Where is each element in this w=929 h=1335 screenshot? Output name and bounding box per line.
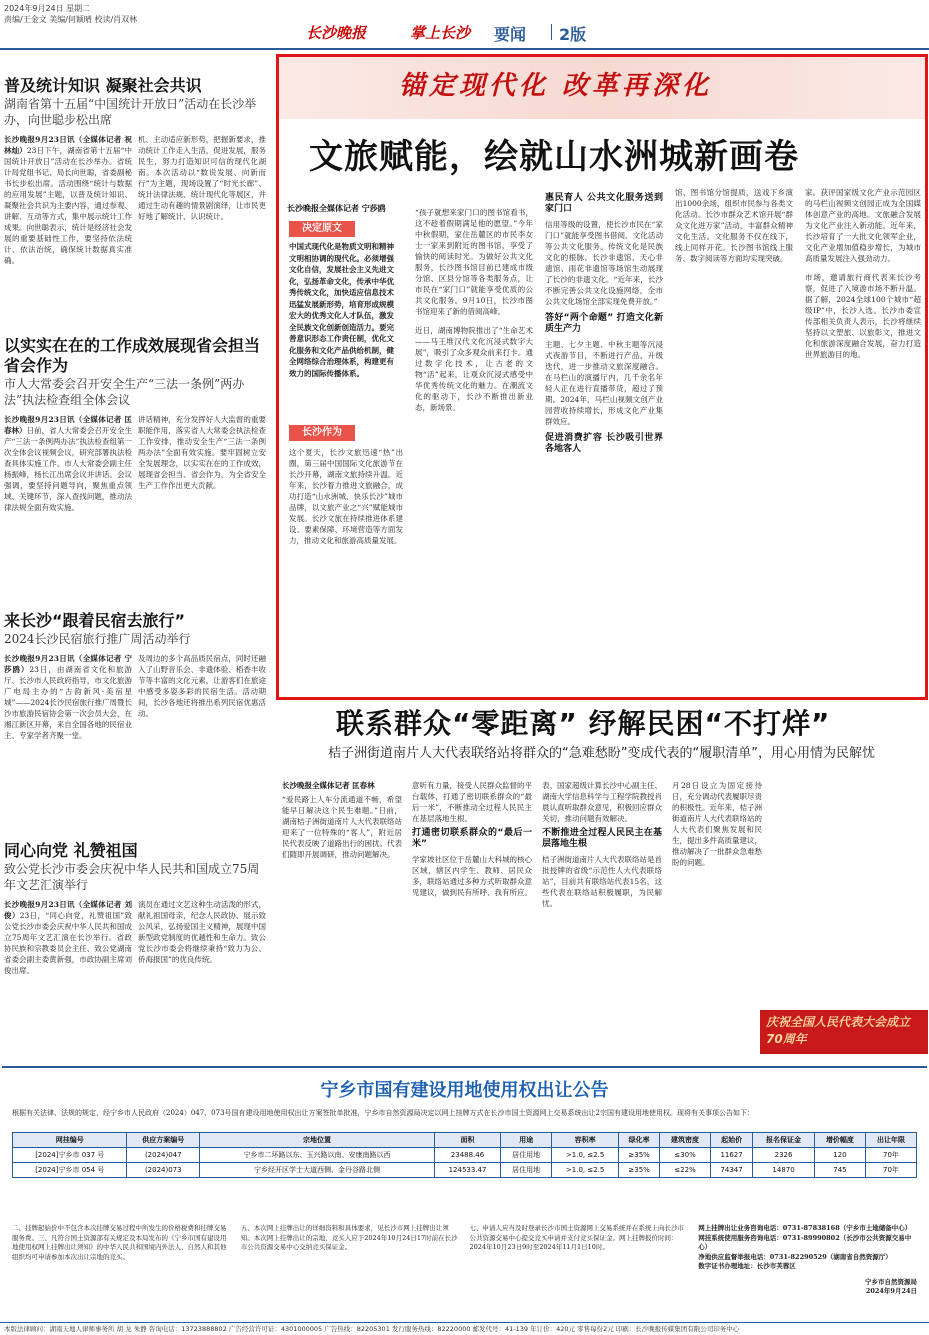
- masthead: [0, 0, 929, 52]
- middle-article-subtitle: 桔子洲街道南片人大代表联络站将群众的“急难愁盼”变成代表的“履职清单”，用心用情为民解忧: [328, 746, 875, 761]
- article-subtitle: 湖南省第十五届“中国统计开放日”活动在长沙举办，向世聪步松出席: [4, 97, 257, 127]
- feature-column-text: 市场，邀请旅行商代表来长沙考察，促进了入境游市场不断升温。据了解，2024全球100个城市“超级IP”中，长沙入选。长沙市委宣传部相关负责人表示，长沙将继续坚持以文塑旅、以旅彰文，推进文化和旅游深度融合发展，奋力打造世界旅游目的地。: [805, 273, 921, 359]
- article-byline: 长沙晚报9月23日讯（全媒体记者 刘俊）: [4, 900, 132, 920]
- table-cell: >1.0, ≤2.5: [552, 1163, 619, 1178]
- table-cell: (2024)047: [127, 1148, 200, 1163]
- notice-title: 宁乡市国有建设用地使用权出让公告: [320, 1080, 609, 1101]
- tag-changsha-action: 长沙作为: [289, 425, 355, 441]
- article-byline: 长沙晚报9月23日讯（全媒体记者 祝林灿）: [4, 135, 132, 155]
- table-cell: [2024]宁乡市 037 号: [13, 1148, 127, 1163]
- feature-column-text: 家。获评国家级文化产业示范园区的马栏山视频文创园正成为全国媒体创意产业的高地。文旅融合发展为文化产业注入新动能。近年来，长沙培育了一大批文化领军企业，文化产业增加值稳步增长，为城市高质量发展注入强劲动力。: [805, 188, 921, 263]
- article-byline: 长沙晚报9月23日讯（全媒体记者 宁莎鸥）: [4, 654, 132, 674]
- section-label: 要闻: [494, 25, 527, 44]
- middle-column-text: 学家坡社区位于岳麓山大科城的核心区域，辖区内学生、教师、居民众多，联络站通过多种方式听取群众意见建议，做到民有所呼、我有所应。: [412, 855, 532, 897]
- table-header-cell: 建筑密度: [660, 1133, 711, 1148]
- middle-column-2: [412, 780, 532, 1060]
- contact-line: 网上挂牌出让业务咨询电话：0731-87838168（宁乡市土地储备中心）: [698, 1224, 912, 1232]
- table-header-cell: 供应方案编号: [127, 1133, 200, 1148]
- article-body: 机、主动适应新形势，把握新要求，推动统计工作走入生活，促进发展，服务民生，努力打造知识可信的现代化湖南。本次活动以“数说发展、向新而行”为主题，现场设置了“时光长廊”、统计法律法规、统计现代化等展区，并通过生动有趣的情景剧演绎，让市民更好地了解统计、认识统计。: [138, 135, 266, 221]
- article-subtitle: 2024长沙民宿旅行推广周活动举行: [4, 632, 191, 646]
- table-header-cell: 绿化率: [619, 1133, 660, 1148]
- table-cell: 745: [814, 1163, 865, 1178]
- article-body: 23日，“同心向党，礼赞祖国”致公党长沙市委会庆祝中华人民共和国成立75周年文艺汇演在长沙举行。省政协民族和宗教委员会主任、致公党湖南省委会副主委黄新强，市政协副主席刘俊出席。: [4, 911, 133, 975]
- middle-article-byline: 长沙晚报全媒体记者 匡春林: [282, 781, 375, 790]
- article-body: 讲话精神，充分发挥好人大监督的重要职能作用，落实省人大常委会执法检查工作安排，推动安全生产“三法一条例两办法”全面有效实施。要牢固树立安全发展理念，以实实在在的工作成效，展现省会担当、省会作为，为全省安全生产工作作出更大贡献。: [138, 415, 266, 490]
- table-header-row: [13, 1133, 917, 1148]
- middle-column-text: 意听有力量，接受人民群众监督的平台载体，打通了密切联系群众的“最后一米”，不断推动全过程人民民主在基层落地生根。: [412, 781, 532, 823]
- table-header-cell: 增价幅度: [814, 1133, 865, 1148]
- table-header-cell: 面积: [434, 1133, 500, 1148]
- middle-subhead: 打通密切联系群众的“最后一米”: [412, 828, 532, 849]
- feature-column-text: 信用等级的设置，使长沙市民在“家门口”就能享受图书借阅、文化活动等公共文化服务。传统文化是民族文化的根脉。长沙非遗馆、天心非遗馆、雨花非遗馆等场馆生动展现了长沙的非遗文化。“近年来，长沙不断完善公共文化设施网络，全市公共文化场馆全部实现免费开放。”: [545, 220, 663, 306]
- feature-column-text: 馆、图书馆分馆提质，送戏下乡演出1000余场，组织市民参与各类文化活动。长沙市群众艺术馆开展“群众文化进万家”活动，丰富群众精神文化生活。文化服务不仅在线下，线上同样开花。长沙图书馆线上服务、数字阅读等方面均实现突破。: [675, 188, 793, 263]
- feature-slogan: 锚定现代化 改革再深化: [399, 71, 713, 101]
- table-header-cell: 起始价: [711, 1133, 753, 1148]
- table-cell: 宁乡经开区学士大道西侧、金丹谷路北侧: [200, 1163, 435, 1178]
- article-homestay: [4, 611, 266, 813]
- feature-title: 文旅赋能，绘就山水洲城新画卷: [309, 137, 799, 177]
- article-subtitle: 致公党长沙市委会庆祝中华人民共和国成立75周年文艺汇演举行: [4, 862, 260, 892]
- middle-column-3: [542, 780, 662, 1060]
- feature-column-text: “孩子就想来家门口的图书馆看书，这不趁着假期满足他的愿望。”今年中秋假期，家住岳麓区的市民李女士一家来到附近的图书馆，享受了愉快的阅读时光。为做好公共文化服务，长沙图书馆目前已建成市级分馆、区县分馆等各类服务点，让市民在“家门口”就能享受优质的公共文化服务。9月10日，长沙市图书馆迎来了新的借阅高峰。: [415, 208, 533, 316]
- feature-column-3: [545, 187, 663, 695]
- article-title: 普及统计知识 凝聚社会共识: [4, 76, 202, 95]
- article-byline: 长沙晚报9月23日讯（全媒体记者 匡春林）: [4, 415, 132, 435]
- notice-date: 2024年9月24日: [865, 1287, 917, 1295]
- table-cell: 2326: [753, 1148, 815, 1163]
- feature-column-2: [415, 207, 533, 695]
- feature-byline: 长沙晚报全媒体记者 宁莎鸥: [287, 204, 386, 213]
- feature-frame: [276, 54, 928, 700]
- table-cell: >1.0, ≤2.5: [552, 1148, 619, 1163]
- feature-subhead: 答好“两个命题” 打造文化新质生产力: [545, 313, 663, 334]
- feature-column-1: 这个夏天，长沙文旅迅速“热”出圈，第三届中国国际文化旅游节在长沙开幕，湖南文旅持续升温。近年来，长沙着力推进文旅融合，成功打造“山水洲城、快乐长沙”城市品牌，以文旅产业之“兴”赋能城市发展。长沙文旅在持续推进体系建设、要素保障、环境营造等方面发力，推动文化和旅游高质量发展。: [289, 448, 403, 545]
- table-cell: ≤30%: [660, 1148, 711, 1163]
- page-number: 2版: [559, 25, 587, 44]
- notice-column: 五、本次网上挂牌出让的详细资料和具体要求，见长沙市网上挂牌出让须知。本次网上挂牌出让的宗地，竞买人应于2024年10月24日17时前在长沙市公共资源交易中心交纳竞买保证金。: [240, 1224, 458, 1251]
- table-header-cell: 网挂编号: [13, 1133, 127, 1148]
- page-footer: 本版法律顾问：湖南天地人律师事务所 胡 龙 朱静 咨询电话：13723888802 广告经营许可证：4301000005 广告热线：82205301 发行服务热线：82220000 邮发代号：41-139 年订价：420元 零售每份2元 印刷：长沙晚报传媒集团有限公司印务中心: [0, 1322, 929, 1335]
- table-cell: (2024)073: [127, 1163, 200, 1178]
- newspaper-logo: 长沙晚报: [306, 24, 367, 42]
- middle-column-text: 桔子洲街道南片人大代表联络站是首批授牌的省级“示范性人大代表联络站”，目前共有联络站代表15名，这些代表在联络站积极履职，为民解忧。: [542, 855, 662, 908]
- article-title: 同心向党 礼赞祖国: [4, 841, 138, 860]
- table-cell: 宁乡市二环路以东、玉兴路以南、安康南路以西: [200, 1148, 435, 1163]
- article-body: 及周边的多个高品质民宿点，同时还融入了山野音乐会、非遗体验、稻香丰收节等丰富的文化元素，让游客们在旅途中感受多姿多彩的民宿生活。活动期间，长沙各地还将推出系列民宿优惠活动。: [138, 654, 266, 718]
- table-header-cell: 出让年限: [865, 1133, 916, 1148]
- table-cell: 124533.47: [434, 1163, 500, 1178]
- table-cell: [2024]宁乡市 054 号: [13, 1163, 127, 1178]
- table-cell: 70年: [865, 1148, 916, 1163]
- article-statistics: [4, 76, 266, 322]
- feature-lead: 中国式现代化是物质文明和精神文明相协调的现代化。必须增强文化自信，发展社会主义先进文化，弘扬革命文化，传承中华优秀传统文化，加快适应信息技术迅猛发展新形势，培育形成规模宏大的优秀文化人才队伍，激发全民族文化创新创造活力。要完善意识形态工作责任制，优化文化服务和文化产品供给机制，健全网络综合治理体系，构建更有效力的国际传播体系。: [289, 242, 394, 378]
- left-column: [0, 56, 270, 1061]
- notice-terms: [12, 1224, 917, 1318]
- table-header-cell: 报名保证金: [753, 1133, 815, 1148]
- contact-line: 数字证书办理地址：长沙市芙蓉区: [698, 1262, 796, 1270]
- feature-column-text: 主题、七夕主题、中秋主题等沉浸式夜游节目，不断进行产品、升级迭代，进一步推动文旅深度融合。在马栏山的演播厅内，几千余名年轻人正在进行直播带货，超过了预期。2024年，马栏山视频文创产业园营收持续增长，形成文化产业集群效应。: [545, 340, 663, 426]
- table-header-cell: 用途: [501, 1133, 552, 1148]
- article-body: 23日下午，湖南省第十五届“中国统计开放日”活动在长沙举办。省统计局党组书记、局长向世聪，省委副秘书长步松出席。活动围绕“统计与数据的应用发展”主题，以普及统计知识、凝聚社会共识为主要内容，通过参观、讲解、互动等方式，集中展示统计工作成果。向世聪表示，统计是经济社会发展的重要基础性工作，要坚持依法统计、依法治统，确保统计数据真实准确。: [4, 146, 132, 265]
- feature-column-4: [675, 187, 793, 695]
- article-body: 日前，省人大常委会召开安全生产“三法一条例两办法”执法检查组第一次全体会议视频会议，研究部署执法检查具体实施工作。市人大常委会副主任杨振峰，杨长江出席会议并讲话。会议强调，要坚持问题导向，聚焦重点领域、关键环节，深入查找问题，推动法律法规全面有效实施。: [4, 426, 132, 512]
- app-logo: 掌上长沙: [410, 24, 471, 42]
- contact-line: 净地供应监督举报电话：0731-82290529（湖南省自然资源厅）: [698, 1252, 892, 1261]
- table-cell: 23488.46: [434, 1148, 500, 1163]
- table-cell: ≥35%: [619, 1148, 660, 1163]
- table-cell: ≥35%: [619, 1163, 660, 1178]
- middle-column-4: 月28日设立为固定接待日，充分调动代表履职尽责的积极性。近年来，桔子洲街道南片人大代表联络站的人大代表们聚焦发展和民生，提出多件高质量建议，推动解决了一批群众急难愁盼的问题。: [672, 781, 762, 867]
- header-rule: [0, 48, 929, 50]
- header-divider: [551, 24, 552, 40]
- feature-banner: [279, 57, 925, 119]
- article-title: 以实实在在的工作成效展现省会担当省会作为: [4, 336, 261, 375]
- table-header-cell: 容积率: [552, 1133, 619, 1148]
- table-cell: 14870: [753, 1163, 815, 1178]
- article-body: 演员在通过文艺这种生动活泼的形式，献礼祖国母亲，纪念人民政协、展示致公风采，弘扬爱国主义精神，展现中国新型政党制度的优越性和生命力。致公党长沙市委会将继续秉持“致力为公、侨海报国”的优良传统。: [138, 900, 266, 964]
- article-concert: [4, 841, 266, 1059]
- table-cell: 居住用地: [501, 1148, 552, 1163]
- feature-column-5: [805, 187, 921, 695]
- notice-table: [12, 1132, 917, 1178]
- middle-column-1: “爱民路上人车分流通道不畅，希望能早日解决这个民生难题。”日前，湖南桔子洲街道南片人大代表联络站迎来了一位特殊的“客人”，附近居民代表反映了道路出行的困扰。代表们随即开展调研，推动问题解决。: [282, 795, 402, 859]
- feature-column-text: 近日，湖南博物院推出了“生命艺术——马王堆汉代文化沉浸式数字大展”，吸引了众多观众前来打卡。通过数字化技术，让古老的文物“活”起来，让观众沉浸式感受中华优秀传统文化的魅力。在潮流文化的驱动下，长沙不断推出新业态，新场景。: [415, 326, 533, 412]
- table-cell: 120: [814, 1148, 865, 1163]
- table-cell: 11627: [711, 1148, 753, 1163]
- staff-credits: 责编/王金文 美编/何颖晴 校读/肖双林: [4, 15, 138, 24]
- issue-date: 2024年9月24日 星期二: [4, 4, 91, 13]
- article-subtitle: 市人大常委会召开安全生产“三法一条例”两办法”执法检查组全体会议: [4, 377, 245, 407]
- contact-line: 网挂系统使用服务咨询电话：0731-89990802（长沙市公共资源交易中心）: [698, 1233, 912, 1251]
- tag-decision-text: 决定原文: [289, 221, 355, 237]
- middle-article-title: 联系群众“零距离” 纾解民困“不打烊”: [336, 707, 831, 740]
- notice-contacts: [698, 1224, 917, 1318]
- notice-signature: 宁乡市自然资源局: [865, 1277, 917, 1286]
- article-body: 23日，由湖南省文化和旅游厅、长沙市人民政府指导，市文化旅游广电局主办的“古韵新风·美宿星城”——2024长沙民宿旅行推广周暨长沙市旅游民宿协会第一次会员大会，在湘江新区开幕，来自全国各地的民宿业主、专家学者齐聚一堂。: [4, 665, 133, 740]
- table-row: [13, 1148, 917, 1163]
- notice-intro: 根据有关法律、法规的规定，经宁乡市人民政府（2024）047、073号国有建设用地使用权出让方案签批单批准，宁乡市自然资源局决定以网上挂牌方式在长沙市国土资源网上交易系统出让2宗国有建设用地使用权。现将有关事项公告如下：: [12, 1109, 754, 1117]
- table-cell: 70年: [865, 1163, 916, 1178]
- land-notice: [2, 1066, 927, 1320]
- feature-subhead: 促进消费扩容 长沙吸引世界各地客人: [545, 433, 663, 454]
- table-cell: ≤22%: [660, 1163, 711, 1178]
- table-row: [13, 1163, 917, 1178]
- feature-subhead: 惠民育人 公共文化服务送到家门口: [545, 193, 663, 214]
- notice-column: 二、挂牌起始价中不包含本次挂牌交易过程中所发生的价格税费和挂牌交易服务费。三、凡符合国土资源部有关规定及本局发布的《宁乡市国有建设用地使用权网上挂牌出让须知》的中华人民共和国境内外法人、自然人和其他组织均可申请参加本次出让宗地的竞买。: [12, 1224, 227, 1261]
- npc-anniversary-banner: 庆祝全国人民代表大会成立70周年: [760, 1010, 928, 1054]
- table-cell: 74347: [711, 1163, 753, 1178]
- notice-column: 七、申请人应当及时登录长沙市国土资源网上交易系统并在系统上向长沙市公共资源交易中心提交竞买申请并支付竞买保证金。网上挂牌报价时间：2024年10月23日9时至2024年11月1日10时。: [469, 1224, 684, 1251]
- middle-column-text: 表、国家超级计算长沙中心副主任、湖南大学信息科学与工程学院教授肖晨认真听取群众意见，积极回应群众关切，推动问题有效解决。: [542, 781, 662, 823]
- table-header-cell: 宗地位置: [200, 1133, 435, 1148]
- article-title: 来长沙“跟着民宿去旅行”: [4, 611, 186, 630]
- table-cell: 居住用地: [501, 1163, 552, 1178]
- middle-subhead: 不断推进全过程人民民主在基层落地生根: [542, 828, 662, 849]
- article-safety-inspection: [4, 336, 266, 590]
